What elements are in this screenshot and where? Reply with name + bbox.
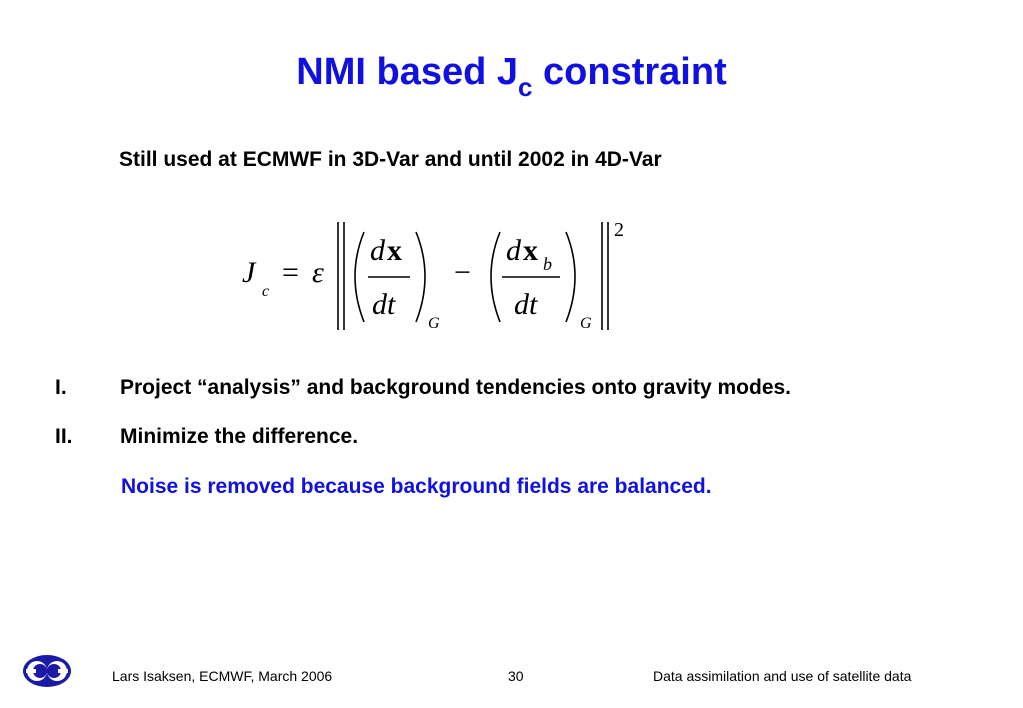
list-marker-1: I. — [55, 376, 67, 399]
title-main: NMI based J — [296, 51, 518, 93]
eq-lhs: J — [242, 256, 256, 289]
paren-open-2 — [491, 232, 500, 322]
paren-close-2 — [566, 232, 575, 322]
equation-svg — [230, 210, 650, 340]
eq-num2-x: x — [523, 234, 538, 267]
eq-minus: − — [454, 256, 471, 289]
equation — [230, 210, 650, 340]
footer-page-number: 30 — [508, 668, 524, 684]
list-text-2: Minimize the difference. — [120, 425, 359, 448]
list-text-1: Project “analysis” and background tendencies onto gravity modes. — [120, 376, 792, 399]
list-item-1 — [55, 376, 791, 400]
ecmwf-logo-icon — [22, 654, 72, 688]
eq-num2-d: d — [506, 234, 521, 267]
eq-sub1: G — [428, 315, 440, 332]
slide-title — [0, 51, 1023, 102]
note-text: Noise is removed because background fields are balanced. — [121, 475, 712, 498]
eq-power: 2 — [614, 219, 624, 241]
eq-lhs-sub: c — [262, 283, 270, 300]
eq-num2-sub: b — [543, 254, 552, 274]
eq-num1-x: x — [387, 234, 402, 267]
paren-open-1 — [355, 232, 364, 322]
footer-author: Lars Isaksen, ECMWF, March 2006 — [112, 668, 333, 684]
eq-den2: dt — [514, 288, 538, 321]
title-subscript: c — [518, 72, 533, 102]
title-rest: constraint — [532, 51, 727, 93]
footer — [0, 652, 1023, 692]
eq-epsilon: ε — [312, 256, 324, 289]
footer-course-title: Data assimilation and use of satellite data — [653, 668, 912, 684]
eq-sub2: G — [580, 315, 592, 332]
slide-subtitle: Still used at ECMWF in 3D-Var and until 2002 in 4D-Var — [119, 148, 662, 171]
eq-num1-d: d — [370, 234, 385, 267]
paren-close-1 — [416, 232, 425, 322]
list-item-2 — [55, 425, 358, 449]
eq-equals: = — [282, 256, 299, 289]
eq-den1: dt — [372, 288, 396, 321]
list-marker-2: II. — [55, 425, 73, 448]
